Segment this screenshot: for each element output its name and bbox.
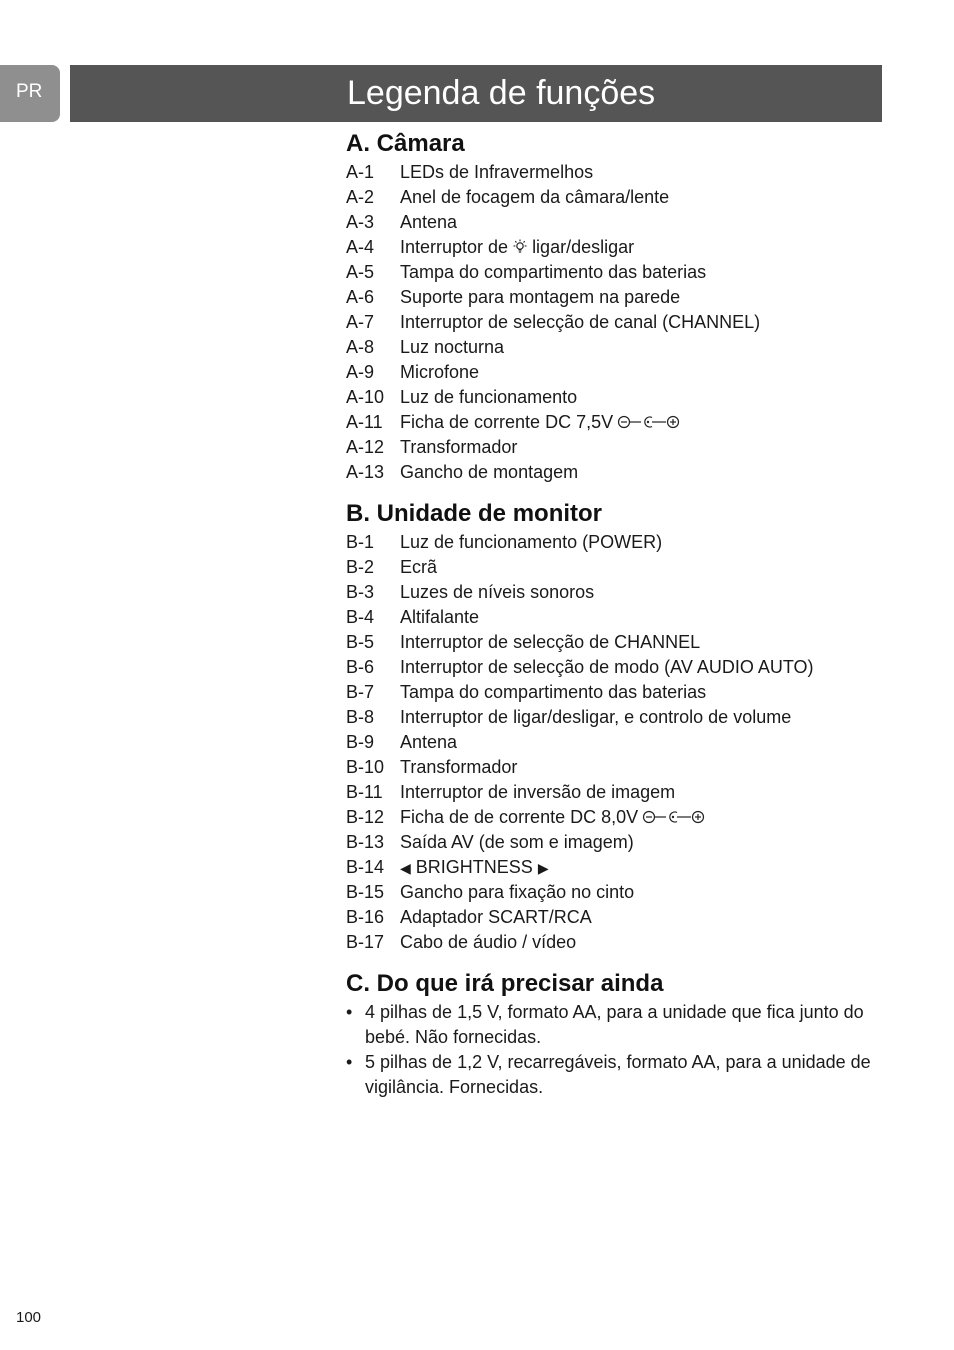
section-heading-monitor: B. Unidade de monitor <box>346 500 603 527</box>
item-text: Luz de funcionamento <box>400 387 578 407</box>
list-item <box>346 705 886 730</box>
list-item <box>346 905 886 930</box>
item-code: B-2 <box>346 557 375 577</box>
item-code: B-13 <box>346 832 385 852</box>
item-code: A-4 <box>346 237 375 257</box>
item-code: A-12 <box>346 437 385 457</box>
list-item <box>346 260 886 285</box>
item-code: B-17 <box>346 932 385 952</box>
item-text: Ecrã <box>400 557 438 577</box>
list-item <box>346 160 886 185</box>
list-item <box>346 755 886 780</box>
language-label: PR <box>16 81 43 102</box>
list-item <box>346 730 886 755</box>
list-item <box>346 630 886 655</box>
requirements-list <box>346 1000 886 1100</box>
item-code: A-9 <box>346 362 375 382</box>
list-item <box>346 210 886 235</box>
bullet-line: bebé. Não fornecidas. <box>365 1027 542 1047</box>
list-item <box>346 460 886 485</box>
item-code: B-1 <box>346 532 375 552</box>
list-item <box>346 530 886 555</box>
item-text: Tampa do compartimento das baterias <box>400 682 707 702</box>
item-code: B-12 <box>346 807 385 827</box>
item-code: B-16 <box>346 907 385 927</box>
bullet-item <box>346 1050 886 1100</box>
list-item <box>346 435 886 460</box>
item-text-pre: Interruptor de <box>400 237 509 257</box>
list-item <box>346 335 886 360</box>
item-text: Luz de funcionamento (POWER) <box>400 532 663 552</box>
list-item <box>346 930 886 955</box>
content <box>346 128 886 1100</box>
bullet-item <box>346 1000 886 1050</box>
title-bar <box>70 65 882 122</box>
item-text: Transformador <box>400 437 518 457</box>
item-code: B-4 <box>346 607 375 627</box>
item-text: Anel de focagem da câmara/lente <box>400 187 670 207</box>
item-code: A-6 <box>346 287 375 307</box>
item-text: Adaptador SCART/RCA <box>400 907 592 927</box>
item-code: B-11 <box>346 782 383 802</box>
item-code: A-3 <box>346 212 375 232</box>
list-item <box>346 805 886 830</box>
bullet-line: 4 pilhas de 1,5 V, formato AA, para a unidade que fica junto do <box>365 1002 864 1022</box>
item-text: Ficha de de corrente DC 8,0V <box>400 807 639 827</box>
language-tab <box>0 65 60 122</box>
section-camera <box>346 128 886 485</box>
list-item <box>346 185 886 210</box>
list-item <box>346 310 886 335</box>
item-code: B-15 <box>346 882 385 902</box>
dc-polarity-icon <box>642 807 706 832</box>
item-text: Suporte para montagem na parede <box>400 287 681 307</box>
item-code: B-8 <box>346 707 375 727</box>
item-text: BRIGHTNESS <box>415 857 533 877</box>
monitor-item-list <box>346 530 886 955</box>
item-text: Tampa do compartimento das baterias <box>400 262 707 282</box>
item-text: Luz nocturna <box>400 337 505 357</box>
item-text: Altifalante <box>400 607 480 627</box>
list-item <box>346 580 886 605</box>
item-text: Ficha de corrente DC 7,5V <box>400 412 614 432</box>
item-text: LEDs de Infravermelhos <box>400 162 594 182</box>
item-text-post: ligar/desligar <box>532 237 635 257</box>
list-item <box>346 555 886 580</box>
bullet-line: vigilância. Fornecidas. <box>365 1077 544 1097</box>
section-requirements <box>346 968 886 1100</box>
list-item <box>346 830 886 855</box>
list-item <box>346 285 886 310</box>
section-heading-camera: A. Câmara <box>346 130 465 157</box>
item-code: B-3 <box>346 582 375 602</box>
item-text: Transformador <box>400 757 518 777</box>
bullet-line: 5 pilhas de 1,2 V, recarregáveis, formato AA, para a unidade de <box>365 1052 871 1072</box>
item-code: B-14 <box>346 857 385 877</box>
list-item <box>346 655 886 680</box>
item-code: A-11 <box>346 412 383 432</box>
list-item <box>346 605 886 630</box>
list-item <box>346 855 886 880</box>
list-item <box>346 410 886 435</box>
item-code: B-7 <box>346 682 375 702</box>
item-text: Antena <box>400 212 458 232</box>
item-code: A-7 <box>346 312 375 332</box>
item-text: Interruptor de inversão de imagem <box>400 782 676 802</box>
item-code: A-10 <box>346 387 385 407</box>
section-monitor <box>346 498 886 955</box>
item-code: B-6 <box>346 657 375 677</box>
list-item <box>346 235 886 260</box>
item-code: B-10 <box>346 757 385 777</box>
item-text: Luzes de níveis sonoros <box>400 582 595 602</box>
list-item <box>346 780 886 805</box>
item-code: B-5 <box>346 632 375 652</box>
section-heading-requirements: C. Do que irá precisar ainda <box>346 970 664 997</box>
light-bulb-icon <box>512 237 528 262</box>
list-item <box>346 880 886 905</box>
item-text: Cabo de áudio / vídeo <box>400 932 577 952</box>
camera-item-list <box>346 160 886 485</box>
item-text: Interruptor de ligar/desligar, e controlo de volume <box>400 707 792 727</box>
bullet-dot: • <box>346 1052 353 1072</box>
item-code: B-9 <box>346 732 375 752</box>
list-item <box>346 360 886 385</box>
item-code: A-13 <box>346 462 385 482</box>
item-text: Antena <box>400 732 458 752</box>
triangle-left-icon: ◀ <box>400 860 411 876</box>
item-text: Interruptor de selecção de CHANNEL <box>400 632 701 652</box>
page-title: Legenda de funções <box>347 74 656 112</box>
list-item <box>346 385 886 410</box>
dc-polarity-icon <box>617 412 681 437</box>
item-text: Saída AV (de som e imagem) <box>400 832 634 852</box>
item-code: A-8 <box>346 337 375 357</box>
item-code: A-5 <box>346 262 375 282</box>
list-item <box>346 680 886 705</box>
item-text: Microfone <box>400 362 480 382</box>
page-number: 100 <box>16 1309 42 1326</box>
item-text: Gancho para fixação no cinto <box>400 882 635 902</box>
triangle-right-icon: ▶ <box>537 860 549 876</box>
item-code: A-1 <box>346 162 375 182</box>
item-code: A-2 <box>346 187 375 207</box>
bullet-dot: • <box>346 1002 353 1022</box>
item-text: Interruptor de selecção de modo (AV AUDIO AUTO) <box>400 657 814 677</box>
item-text: Gancho de montagem <box>400 462 579 482</box>
item-text: Interruptor de selecção de canal (CHANNEL) <box>400 312 761 332</box>
